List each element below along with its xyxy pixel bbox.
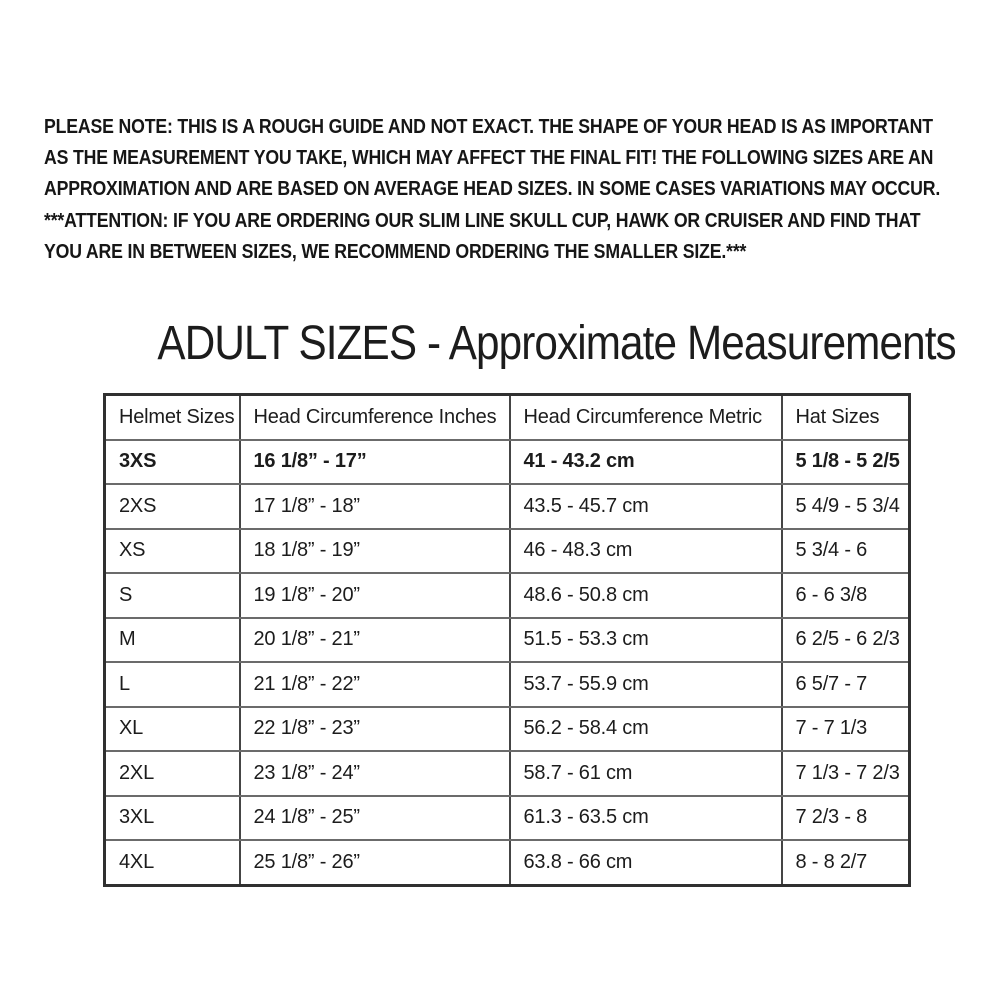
column-header-head-circumference-metric: Head Circumference Metric: [510, 395, 782, 440]
table-cell: 16 1/8” - 17”: [240, 440, 510, 485]
table-cell: M: [105, 618, 240, 663]
table-cell: 24 1/8” - 25”: [240, 796, 510, 841]
table-cell: 21 1/8” - 22”: [240, 662, 510, 707]
table-cell: 3XL: [105, 796, 240, 841]
table-cell: 5 3/4 - 6: [782, 529, 910, 574]
column-header-head-circumference-inches: Head Circumference Inches: [240, 395, 510, 440]
size-table-body: [105, 440, 910, 886]
table-cell: 18 1/8” - 19”: [240, 529, 510, 574]
table-cell: XS: [105, 529, 240, 574]
table-cell: 56.2 - 58.4 cm: [510, 707, 782, 752]
table-cell: 19 1/8” - 20”: [240, 573, 510, 618]
table-cell: 48.6 - 50.8 cm: [510, 573, 782, 618]
table-cell: 8 - 8 2/7: [782, 840, 910, 885]
table-cell: 53.7 - 55.9 cm: [510, 662, 782, 707]
attention-paragraph: [44, 206, 974, 268]
table-cell: 22 1/8” - 23”: [240, 707, 510, 752]
column-header-helmet-sizes: Helmet Sizes: [105, 395, 240, 440]
table-cell: 51.5 - 53.3 cm: [510, 618, 782, 663]
table-cell: 3XS: [105, 440, 240, 485]
column-header-hat-sizes: Hat Sizes: [782, 395, 910, 440]
please-note-line: AS THE MEASUREMENT YOU TAKE, WHICH MAY AFFECT THE FINAL FIT! THE FOLLOWING SIZES ARE AN: [44, 147, 934, 169]
table-row: [105, 707, 910, 752]
table-cell: 6 - 6 3/8: [782, 573, 910, 618]
table-cell: 41 - 43.2 cm: [510, 440, 782, 485]
table-cell: 7 - 7 1/3: [782, 707, 910, 752]
table-cell: 6 2/5 - 6 2/3: [782, 618, 910, 663]
table-cell: 5 1/8 - 5 2/5: [782, 440, 910, 485]
table-row: [105, 840, 910, 885]
attention-line: YOU ARE IN BETWEEN SIZES, WE RECOMMEND ORDERING THE SMALLER SIZE.***: [44, 241, 747, 263]
page-title-text: ADULT SIZES - Approximate Measurements: [157, 317, 956, 370]
table-row: [105, 751, 910, 796]
table-row: [105, 796, 910, 841]
table-cell: 4XL: [105, 840, 240, 885]
table-cell: 63.8 - 66 cm: [510, 840, 782, 885]
table-cell: 43.5 - 45.7 cm: [510, 484, 782, 529]
table-cell: 25 1/8” - 26”: [240, 840, 510, 885]
table-cell: L: [105, 662, 240, 707]
table-cell: S: [105, 573, 240, 618]
table-cell: 7 2/3 - 8: [782, 796, 910, 841]
table-row: [105, 618, 910, 663]
table-row: [105, 662, 910, 707]
table-cell: 6 5/7 - 7: [782, 662, 910, 707]
table-row: [105, 529, 910, 574]
table-cell: 2XL: [105, 751, 240, 796]
table-row: [105, 484, 910, 529]
table-cell: 5 4/9 - 5 3/4: [782, 484, 910, 529]
page-title: [103, 316, 956, 371]
please-note-line: APPROXIMATION AND ARE BASED ON AVERAGE HEAD SIZES. IN SOME CASES VARIATIONS MAY OCCUR.: [44, 178, 941, 200]
table-cell: 2XS: [105, 484, 240, 529]
table-cell: 17 1/8” - 18”: [240, 484, 510, 529]
table-row: [105, 573, 910, 618]
table-cell: 46 - 48.3 cm: [510, 529, 782, 574]
table-cell: 20 1/8” - 21”: [240, 618, 510, 663]
table-cell: 23 1/8” - 24”: [240, 751, 510, 796]
table-cell: 58.7 - 61 cm: [510, 751, 782, 796]
please-note-line: PLEASE NOTE: THIS IS A ROUGH GUIDE AND NOT EXACT. THE SHAPE OF YOUR HEAD IS AS IMPORTANT: [44, 116, 933, 138]
table-header-row: [105, 395, 910, 440]
please-note-paragraph: [44, 112, 974, 205]
adult-sizes-table: [103, 393, 911, 887]
table-row: [105, 440, 910, 485]
table-cell: XL: [105, 707, 240, 752]
table-cell: 61.3 - 63.5 cm: [510, 796, 782, 841]
attention-line: ***ATTENTION: IF YOU ARE ORDERING OUR SLIM LINE SKULL CUP, HAWK OR CRUISER AND FIND THAT: [44, 210, 921, 232]
table-cell: 7 1/3 - 7 2/3: [782, 751, 910, 796]
